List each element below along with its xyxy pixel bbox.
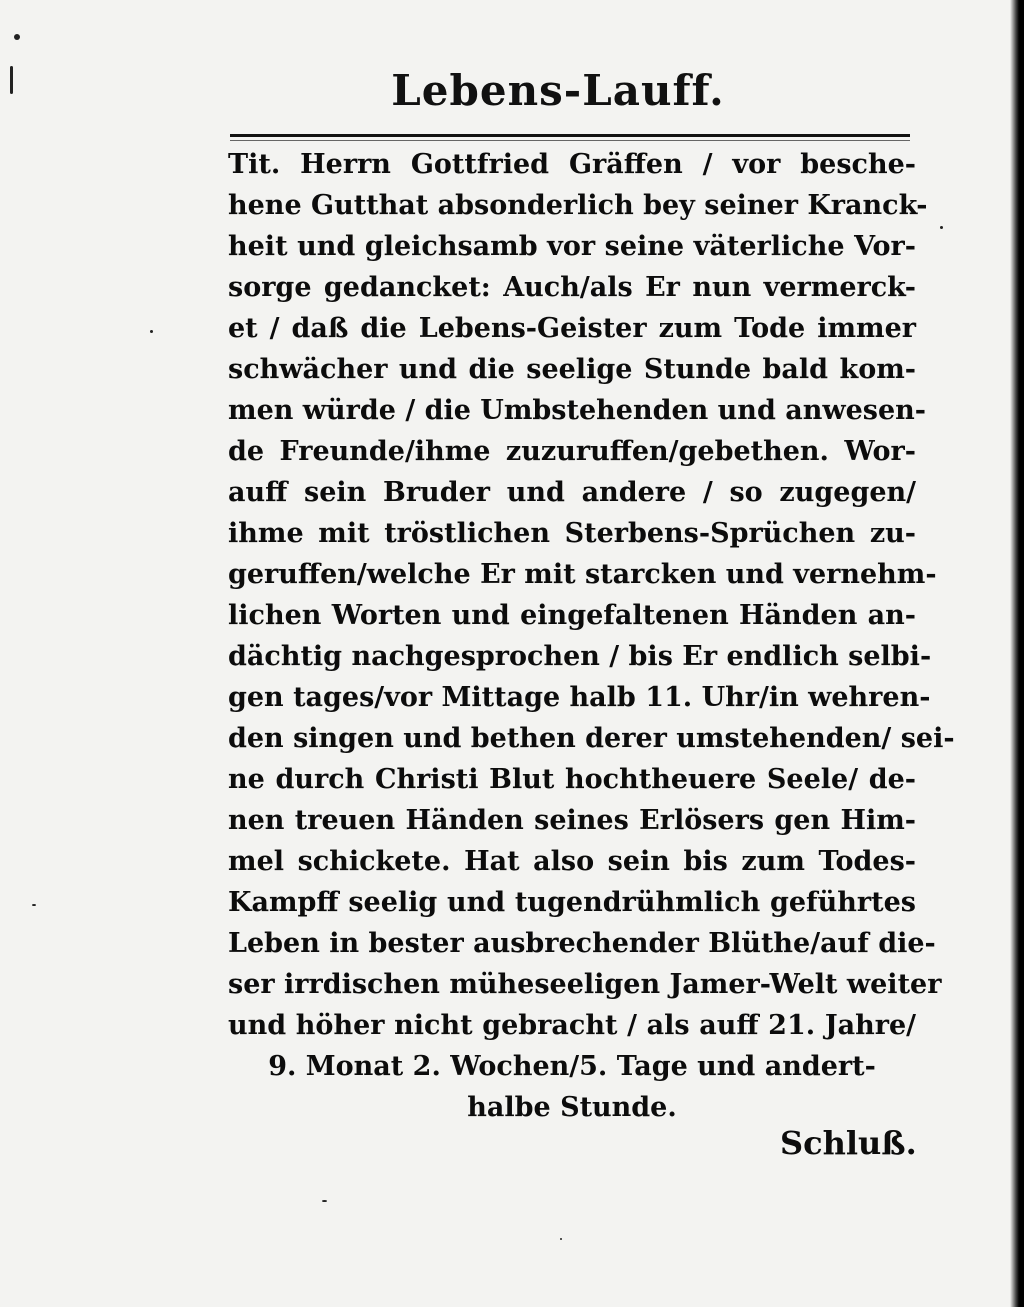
text-line: gen tages/vor Mittage halb 11. Uhr/in wehren-	[228, 682, 931, 713]
text-line: schwächer und die seelige Stunde bald kom-	[228, 354, 916, 385]
text-line: ihme mit tröstlichen Sterbens-Sprüchen zu-	[228, 518, 916, 549]
text-line: sorge gedancket: Auch/als Er nun vermerck-	[228, 272, 916, 303]
text-line: geruffen/welche Er mit starcken und vernehm-	[228, 559, 937, 590]
text-line: Leben in bester ausbrechender Blüthe/auf die-	[228, 928, 936, 959]
text-line: halbe Stunde.	[467, 1092, 677, 1123]
page-title: Lebens-Lauff.	[391, 66, 725, 115]
text-line: 9. Monat 2. Wochen/5. Tage und andert-	[268, 1051, 876, 1082]
text-line: und höher nicht gebracht / als auff 21. Jahre/	[228, 1010, 916, 1041]
text-line: hene Gutthat absonderlich bey seiner Kranck-	[228, 190, 928, 221]
text-line: nen treuen Händen seines Erlösers gen Him-	[228, 805, 916, 836]
text-line: men würde / die Umbstehenden und anwesen-	[228, 395, 926, 426]
text-line: Tit. Herrn Gottfried Gräffen / vor besche-	[228, 149, 916, 180]
text-line: et / daß die Lebens-Geister zum Tode immer	[228, 313, 916, 344]
text-line: dächtig nachgesprochen / bis Er endlich selbi-	[228, 641, 932, 672]
text-line: Kampff seelig und tugendrühmlich geführtes	[228, 887, 916, 918]
page-edge-shadow	[1010, 0, 1024, 1307]
text-line: ser irrdischen müheseeligen Jamer-Welt weiter	[228, 969, 942, 1000]
text-line: ne durch Christi Blut hochtheuere Seele/ de-	[228, 764, 916, 795]
text-line: mel schickete. Hat also sein bis zum Todes-	[228, 846, 916, 877]
text-line: auff sein Bruder und andere / so zugegen/	[228, 477, 916, 508]
text-line: lichen Worten und eingefaltenen Händen an-	[228, 600, 916, 631]
text-line: den singen und bethen derer umstehenden/ sei-	[228, 723, 955, 754]
text-line: de Freunde/ihme zuzuruffen/gebethen. Wor-	[228, 436, 916, 467]
title-rule	[230, 134, 910, 137]
text-line: heit und gleichsamb vor seine väterliche Vor-	[228, 231, 916, 262]
title-rule-thin	[230, 140, 910, 141]
body-text	[228, 144, 955, 1128]
closing-word: Schluß.	[780, 1124, 917, 1162]
